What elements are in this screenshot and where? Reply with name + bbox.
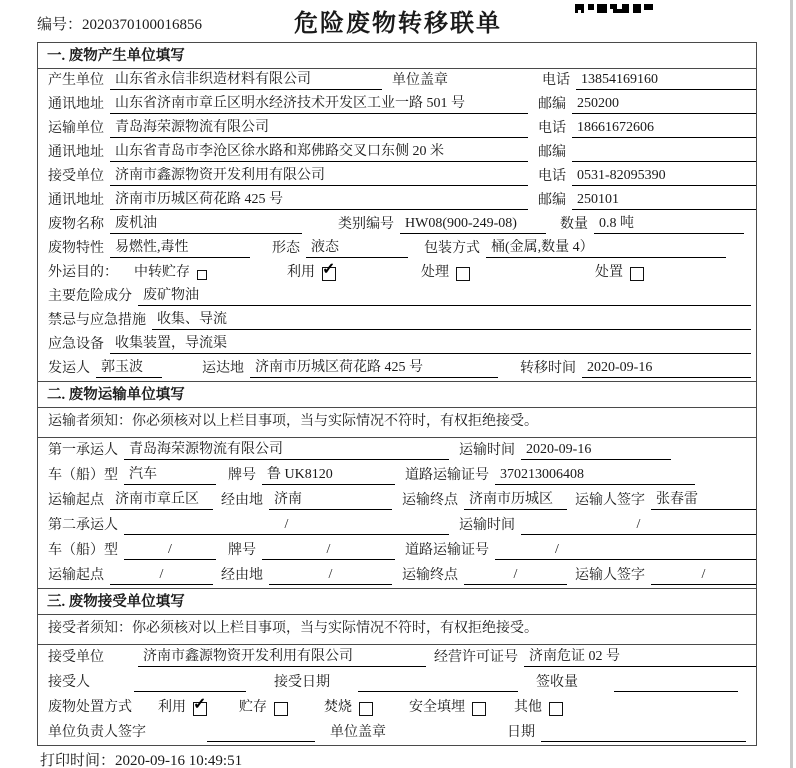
transfer-date-label: 转移时间 [520, 361, 576, 376]
section2-title: 二. 废物运输单位填写 [38, 381, 756, 408]
purpose-dispose [595, 264, 644, 282]
receiver-unit-label: 接受单位 [48, 169, 104, 184]
unit-seal-label: 单位盖章 [392, 73, 448, 88]
destination-value: 济南市历城区荷花路 425 号 [250, 359, 498, 378]
receiver-address-label: 通讯地址 [48, 193, 104, 208]
responsible-signature-value [207, 741, 315, 742]
transport-origin-value: 济南市章丘区 [110, 491, 213, 510]
transporter-phone-label: 电话 [538, 121, 566, 136]
transport-date-label: 运输时间 [459, 443, 515, 458]
first-carrier-label: 第一承运人 [48, 443, 118, 458]
waste-form-label: 形态 [272, 241, 300, 256]
purpose-treat [421, 264, 470, 282]
document-number-value: 2020370100016856 [82, 17, 203, 33]
form-row-responsible-signature [38, 720, 756, 745]
page-right-edge [790, 0, 793, 768]
consignor-label: 发运人 [48, 361, 90, 376]
generator-phone-label: 电话 [542, 73, 570, 88]
category-code-value: HW08(900-249-08) [400, 215, 546, 234]
vehicle-type-value: 汽车 [124, 466, 216, 485]
transport-origin-label: 运输起点 [48, 493, 104, 508]
form-row-waste-name [38, 213, 756, 237]
main-hazard-value: 废矿物油 [138, 287, 751, 306]
form-row-emergency-measures [38, 309, 756, 333]
generator-postcode-value: 250200 [572, 95, 756, 114]
receive-date-label: 接受日期 [274, 675, 330, 690]
received-quantity-label: 签收量 [536, 675, 578, 690]
quantity-value: 0.8 吨 [594, 215, 744, 234]
disposal-utilize-checkbox [193, 702, 207, 716]
manifest-form [37, 42, 757, 746]
print-time [40, 749, 242, 768]
disposal-incineration [324, 699, 373, 717]
receiver-postcode-label: 邮编 [538, 193, 566, 208]
purpose-dispose-label: 处置 [595, 265, 623, 280]
vehicle-type2-value: / [124, 541, 216, 560]
carrier-signature-label: 运输人签字 [575, 493, 645, 508]
disposal-utilize-label: 利用 [158, 700, 186, 715]
main-hazard-label: 主要危险成分 [48, 289, 132, 304]
purpose-treat-checkbox [456, 267, 470, 281]
plate-number-label: 牌号 [228, 468, 256, 483]
road-transport-cert2-value: / [495, 541, 756, 560]
carrier-signature2-label: 运输人签字 [575, 568, 645, 583]
accepting-unit-value: 济南市鑫源物资开发利用有限公司 [138, 648, 426, 667]
seal-date-value [541, 741, 746, 742]
waste-property-value: 易燃性,毒性 [110, 239, 250, 258]
consignor-value: 郭玉波 [96, 359, 162, 378]
receive-date-value [358, 691, 518, 692]
generator-unit-label: 产生单位 [48, 73, 104, 88]
receiver-unit-value: 济南市鑫源物资开发利用有限公司 [110, 167, 528, 186]
form-row-disposal-method [38, 695, 756, 720]
emergency-measures-value: 收集、导流 [152, 311, 751, 330]
purpose-transit-storage-checkbox [197, 270, 207, 280]
receiver-notice: 接受者须知：你必须核对以上栏目事项，当与实际情况不符时，有权拒绝接受。 [38, 615, 756, 645]
transporter-unit-value: 青岛海荣源物流有限公司 [110, 119, 528, 138]
carrier-signature2-value: / [651, 566, 756, 585]
purpose-dispose-checkbox [630, 267, 644, 281]
via-label: 经由地 [221, 493, 263, 508]
receiver-postcode-value: 250101 [572, 191, 756, 210]
transporter-phone-value: 18661672606 [572, 119, 756, 138]
form-row-emergency-equipment [38, 333, 756, 357]
vehicle-type-label: 车（船）型 [48, 468, 118, 483]
section3-title: 三. 废物接受单位填写 [38, 588, 756, 615]
purpose-transit-storage-label: 中转贮存 [134, 265, 190, 280]
transporter-address-label: 通讯地址 [48, 145, 104, 160]
transport-endpoint-label: 运输终点 [402, 493, 458, 508]
transfer-purpose-label: 外运目的： [48, 265, 118, 280]
form-row-transporter-unit [38, 117, 756, 141]
print-time-value: 2020-09-16 10:49:51 [115, 753, 243, 768]
purpose-treat-label: 处理 [421, 265, 449, 280]
page-title: 危险废物转移联单 [294, 11, 502, 37]
plate-number2-label: 牌号 [228, 543, 256, 558]
form-row-accepting-unit [38, 645, 756, 670]
document-number-label: 编号： [37, 17, 83, 33]
packaging-value: 桶(金属,数量 4） [486, 239, 726, 258]
disposal-storage-checkbox [274, 702, 288, 716]
form-row-generator-unit [38, 69, 756, 93]
transport-date-value: 2020-09-16 [521, 441, 671, 460]
form-row-transfer-purpose [38, 261, 756, 285]
seal-date-label: 日期 [507, 725, 535, 740]
disposal-incineration-label: 焚烧 [324, 700, 352, 715]
disposal-safe-landfill-label: 安全填埋 [409, 700, 465, 715]
transport-endpoint2-label: 运输终点 [402, 568, 458, 583]
road-transport-cert-value: 370213006408 [495, 466, 695, 485]
form-row-second-carrier [38, 513, 756, 538]
vehicle-type2-label: 车（船）型 [48, 543, 118, 558]
disposal-method-label: 废物处置方式 [48, 700, 132, 715]
transporter-unit-label: 运输单位 [48, 121, 104, 136]
purpose-utilize-checkbox [322, 267, 336, 281]
transport-date2-label: 运输时间 [459, 518, 515, 533]
form-row-receiver-address [38, 189, 756, 213]
generator-phone-value: 13854169160 [576, 71, 756, 90]
form-row-generator-address [38, 93, 756, 117]
qr-code-partial [575, 0, 653, 18]
waste-name-label: 废物名称 [48, 217, 104, 232]
carrier-signature-value: 张春雷 [651, 491, 756, 510]
plate-number2-value: / [262, 541, 395, 560]
second-carrier-label: 第二承运人 [48, 518, 118, 533]
generator-address-value: 山东省济南市章丘区明水经济技术开发区工业一路 501 号 [110, 95, 528, 114]
form-row-waste-property [38, 237, 756, 261]
receiver-phone-label: 电话 [538, 169, 566, 184]
print-time-label: 打印时间： [40, 753, 116, 768]
destination-label: 运达地 [202, 361, 244, 376]
transport-origin2-value: / [110, 566, 213, 585]
form-row-transport-route [38, 488, 756, 513]
quantity-label: 数量 [560, 217, 588, 232]
transport-date2-value: / [521, 516, 756, 535]
packaging-label: 包装方式 [424, 241, 480, 256]
generator-unit-value: 山东省永信非织造材料有限公司 [110, 71, 382, 90]
transporter-postcode-value [572, 161, 756, 162]
disposal-storage [239, 699, 288, 717]
waste-name-value: 废机油 [110, 215, 302, 234]
first-carrier-value: 青岛海荣源物流有限公司 [124, 441, 449, 460]
form-row-consignor [38, 357, 756, 381]
disposal-storage-label: 贮存 [239, 700, 267, 715]
unit-seal2-label: 单位盖章 [330, 725, 386, 740]
disposal-other-checkbox [549, 702, 563, 716]
emergency-equipment-value: 收集装置，导流渠 [110, 335, 751, 354]
form-row-receiver-person [38, 670, 756, 695]
second-carrier-value: / [124, 516, 449, 535]
form-row-vehicle-type2 [38, 538, 756, 563]
form-row-vehicle-type [38, 463, 756, 488]
accepting-unit-label: 接受单位 [48, 650, 104, 665]
purpose-utilize-label: 利用 [287, 265, 315, 280]
receiver-phone-value: 0531-82095390 [572, 167, 756, 186]
via2-label: 经由地 [221, 568, 263, 583]
license-number-value: 济南危证 02 号 [524, 648, 756, 667]
purpose-transit-storage [134, 264, 207, 282]
road-transport-cert-label: 道路运输证号 [405, 468, 489, 483]
form-row-first-carrier [38, 438, 756, 463]
disposal-other-label: 其他 [514, 700, 542, 715]
responsible-signature-label: 单位负责人签字 [48, 725, 146, 740]
emergency-measures-label: 禁忌与应急措施 [48, 313, 146, 328]
waste-property-label: 废物特性 [48, 241, 104, 256]
purpose-utilize [287, 264, 336, 282]
transporter-notice: 运输者须知：你必须核对以上栏目事项，当与实际情况不符时，有权拒绝接受。 [38, 408, 756, 438]
generator-postcode-label: 邮编 [538, 97, 566, 112]
plate-number-value: 鲁 UK8120 [262, 466, 395, 485]
receiver-person-value [134, 691, 246, 692]
section1-title: 一. 废物产生单位填写 [38, 43, 756, 69]
form-row-transporter-address [38, 141, 756, 165]
emergency-equipment-label: 应急设备 [48, 337, 104, 352]
transporter-address-value: 山东省青岛市李沧区徐水路和郑佛路交叉口东侧 20 米 [110, 143, 528, 162]
transport-endpoint-value: 济南市历城区 [464, 491, 567, 510]
disposal-safe-landfill-checkbox [472, 702, 486, 716]
disposal-other [514, 699, 563, 717]
disposal-incineration-checkbox [359, 702, 373, 716]
category-code-label: 类别编号 [338, 217, 394, 232]
via2-value: / [269, 566, 392, 585]
form-row-receiver-unit [38, 165, 756, 189]
form-row-transport-route2 [38, 563, 756, 588]
transfer-date-value: 2020-09-16 [582, 359, 751, 378]
disposal-utilize [158, 699, 207, 717]
generator-address-label: 通讯地址 [48, 97, 104, 112]
receiver-person-label: 接受人 [48, 675, 90, 690]
disposal-safe-landfill [409, 699, 486, 717]
transport-endpoint2-value: / [464, 566, 567, 585]
receiver-address-value: 济南市历城区荷花路 425 号 [110, 191, 528, 210]
road-transport-cert2-label: 道路运输证号 [405, 543, 489, 558]
waste-form-value: 液态 [306, 239, 408, 258]
form-row-main-hazard [38, 285, 756, 309]
via-value: 济南 [269, 491, 392, 510]
received-quantity-value [614, 691, 738, 692]
license-number-label: 经营许可证号 [434, 650, 518, 665]
transport-origin2-label: 运输起点 [48, 568, 104, 583]
transporter-postcode-label: 邮编 [538, 145, 566, 160]
